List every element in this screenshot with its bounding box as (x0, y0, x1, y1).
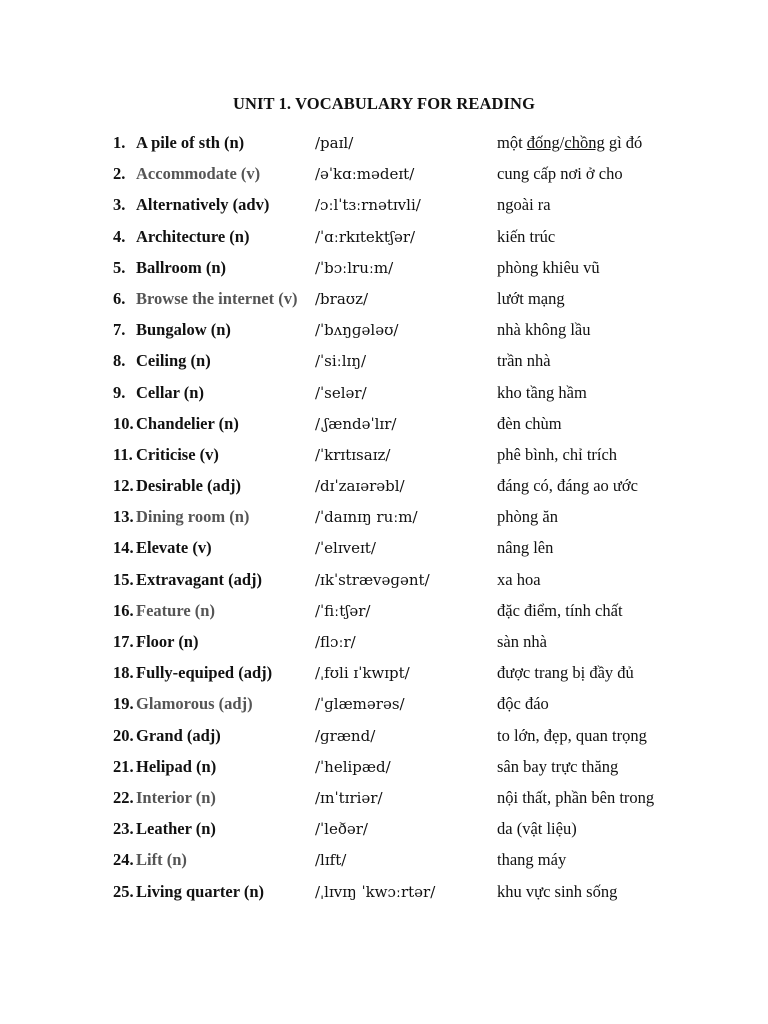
vocab-row (0, 226, 768, 257)
vocab-meaning: da (vật liệu) (497, 819, 577, 839)
vocab-pronunciation: /ɡrænd/ (315, 726, 376, 745)
vocab-word: Browse the internet (v) (136, 288, 298, 308)
vocab-meaning (497, 132, 642, 154)
vocab-pronunciation: /ˈɑːrkɪtektʃər/ (315, 227, 416, 246)
vocab-pronunciation: /ˈkrɪtɪsaɪz/ (315, 445, 391, 464)
vocab-row (0, 257, 768, 288)
page-title: UNIT 1. VOCABULARY FOR READING (232, 94, 536, 113)
vocab-meaning: nội thất, phần bên trong (497, 787, 655, 807)
vocab-word: Desirable (adj) (136, 476, 241, 496)
vocab-word: Living quarter (n) (136, 881, 265, 901)
vocab-meaning: độc đáo (497, 694, 549, 714)
vocab-number: 13. (113, 507, 134, 527)
vocab-meaning: trần nhà (497, 351, 551, 371)
vocab-word: Alternatively (adv) (136, 195, 270, 215)
vocab-number: 11. (113, 444, 133, 464)
vocab-pronunciation: /ˈdaɪnɪŋ ruːm/ (315, 508, 418, 527)
vocab-row (0, 849, 768, 880)
vocab-number: 9. (113, 382, 126, 402)
vocab-number: 25. (113, 881, 134, 901)
vocab-number: 1. (113, 133, 126, 152)
vocab-word: Ceiling (n) (136, 351, 211, 371)
vocab-row (0, 881, 768, 912)
vocab-pronunciation: /ˈɡlæmərəs/ (315, 695, 405, 714)
vocab-row (0, 600, 768, 631)
vocab-meaning: ngoài ra (497, 195, 551, 215)
vocab-word: Leather (n) (136, 819, 216, 839)
vocab-number: 23. (113, 819, 134, 839)
vocab-number: 17. (113, 632, 134, 651)
vocab-number: 10. (113, 413, 134, 433)
vocab-row (0, 662, 768, 693)
vocab-number: 8. (113, 351, 126, 371)
vocab-meaning-part: / (559, 133, 565, 152)
vocab-meaning: phê bình, chỉ trích (497, 444, 618, 464)
vocab-pronunciation: /ˈhelipæd/ (315, 757, 391, 776)
vocab-row (0, 475, 768, 506)
vocab-meaning: phòng khiêu vũ (497, 257, 600, 277)
vocab-word: Accommodate (v) (136, 164, 261, 184)
vocab-row (0, 350, 768, 381)
vocab-row (0, 163, 768, 194)
vocab-number: 21. (113, 756, 134, 776)
vocab-word: Grand (adj) (136, 725, 221, 745)
vocab-pronunciation: /ˌfʊli ɪˈkwɪpt/ (315, 664, 410, 683)
vocab-pronunciation: /ˈfiːtʃər/ (315, 601, 371, 620)
vocab-word: Floor (n) (136, 632, 199, 651)
vocab-word: Feature (n) (136, 600, 215, 620)
vocab-meaning: thang máy (497, 850, 567, 870)
vocab-number: 20. (113, 725, 134, 745)
vocab-meaning: kho tầng hầm (497, 382, 587, 402)
vocab-meaning: được trang bị đầy đủ (497, 663, 634, 683)
vocab-row (0, 693, 768, 724)
vocab-pronunciation: /ˌʃændəˈlɪr/ (315, 414, 397, 433)
vocab-meaning: đèn chùm (497, 413, 562, 433)
vocab-meaning: sân bay trực thăng (497, 756, 619, 776)
vocab-meaning: nâng lên (497, 538, 554, 558)
vocab-meaning-part: một (497, 133, 527, 152)
vocab-word: Extravagant (adj) (136, 569, 263, 589)
vocab-meaning: đặc điểm, tính chất (497, 600, 623, 620)
vocab-word: Criticise (v) (136, 444, 219, 464)
vocab-meaning: to lớn, đẹp, quan trọng (497, 725, 647, 745)
vocab-pronunciation: /ˈselər/ (315, 383, 367, 402)
vocab-number: 5. (113, 257, 126, 277)
vocab-row (0, 382, 768, 413)
vocab-number: 3. (113, 195, 126, 215)
vocab-number: 24. (113, 850, 134, 870)
vocab-row (0, 787, 768, 818)
vocab-pronunciation: /ˈleðər/ (315, 820, 368, 839)
vocab-meaning: khu vực sinh sống (497, 881, 618, 901)
vocab-pronunciation: /ˈsiːlɪŋ/ (315, 352, 367, 371)
vocab-pronunciation: /ˈelɪveɪt/ (315, 539, 376, 558)
vocab-number: 12. (113, 476, 134, 496)
vocab-meaning: xa hoa (497, 569, 541, 589)
vocab-row (0, 506, 768, 537)
vocab-row (0, 194, 768, 225)
vocab-meaning-part: gì đó (604, 133, 643, 152)
vocab-number: 16. (113, 600, 134, 620)
vocab-word: Glamorous (adj) (136, 694, 253, 714)
vocab-number: 18. (113, 663, 134, 683)
vocab-number: 19. (113, 694, 134, 714)
vocab-row (0, 818, 768, 849)
vocab-meaning-part: chồng (564, 133, 605, 152)
vocab-row (0, 537, 768, 568)
vocab-row (0, 288, 768, 319)
vocab-number: 14. (113, 538, 134, 558)
vocab-pronunciation: /əˈkɑːmədeɪt/ (315, 165, 415, 184)
vocab-number: 6. (113, 288, 126, 308)
vocab-word: Bungalow (n) (136, 320, 231, 340)
vocab-number: 2. (113, 164, 126, 184)
vocab-meaning: đáng có, đáng ao ước (497, 476, 638, 496)
vocabulary-list (0, 132, 768, 912)
vocab-word: Interior (n) (136, 787, 216, 807)
vocab-word: Cellar (n) (136, 382, 204, 402)
vocab-word: Chandelier (n) (136, 413, 239, 433)
vocab-word: Lift (n) (136, 850, 187, 870)
vocab-row (0, 319, 768, 350)
vocab-pronunciation: /paɪl/ (315, 134, 354, 152)
vocab-row (0, 631, 768, 662)
vocab-meaning-part: đống (526, 133, 560, 152)
vocab-pronunciation: /lɪft/ (315, 851, 347, 870)
vocab-word: A pile of sth (n) (136, 133, 245, 152)
vocab-row (0, 725, 768, 756)
vocab-pronunciation: /braʊz/ (315, 289, 369, 308)
vocab-meaning: cung cấp nơi ở cho (497, 164, 623, 184)
vocab-row (0, 756, 768, 787)
vocab-number: 22. (113, 787, 134, 807)
vocab-row (0, 413, 768, 444)
vocab-pronunciation: /ˈbʌŋɡələʊ/ (315, 321, 399, 340)
vocab-meaning: lướt mạng (497, 288, 565, 308)
vocab-pronunciation: /ɪkˈstrævəɡənt/ (315, 570, 430, 589)
vocab-number: 4. (113, 226, 126, 246)
vocab-pronunciation: /flɔːr/ (315, 633, 356, 651)
vocab-meaning: phòng ăn (497, 507, 558, 527)
vocab-word: Fully-equiped (adj) (136, 663, 273, 683)
vocab-word: Ballroom (n) (136, 257, 226, 277)
vocab-number: 15. (113, 569, 134, 589)
vocab-row (0, 444, 768, 475)
vocab-row (0, 569, 768, 600)
vocab-pronunciation: /ɪnˈtɪriər/ (315, 788, 383, 807)
vocab-word: Architecture (n) (136, 226, 250, 246)
vocab-meaning: sàn nhà (497, 632, 547, 651)
vocab-word: Dining room (n) (136, 507, 250, 527)
vocab-meaning: kiến trúc (497, 226, 556, 246)
vocab-pronunciation: /ɔːlˈtɜːrnətɪvli/ (315, 196, 421, 215)
vocab-word: Elevate (v) (136, 538, 212, 558)
vocab-number: 7. (113, 320, 126, 340)
vocab-pronunciation: /dɪˈzaɪərəbl/ (315, 477, 405, 496)
vocab-pronunciation: /ˈbɔːlruːm/ (315, 258, 394, 277)
vocab-word: Helipad (n) (136, 756, 217, 776)
vocab-meaning: nhà không lầu (497, 320, 591, 340)
vocab-row (0, 132, 768, 163)
vocab-pronunciation: /ˌlɪvɪŋ ˈkwɔːrtər/ (315, 882, 436, 901)
